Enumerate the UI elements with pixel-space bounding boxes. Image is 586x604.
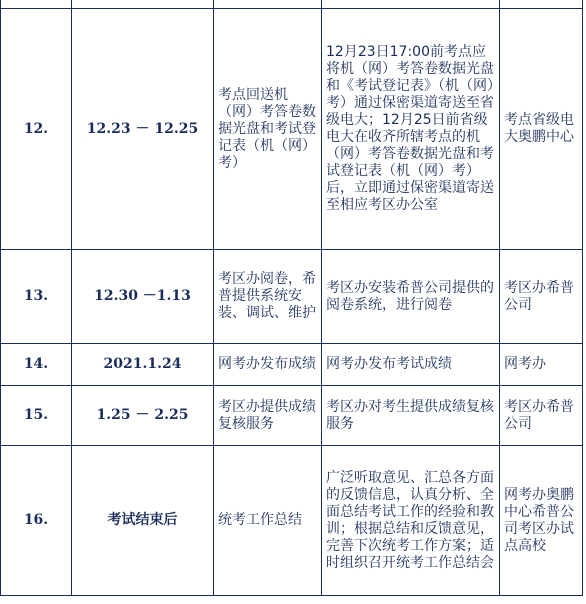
row-owner: 网考办 (500, 344, 583, 386)
row-owner: 考区办希普公司 (500, 386, 583, 446)
row-number: 16. (1, 446, 72, 596)
row-number: 14. (1, 344, 72, 386)
table-row (1, 446, 583, 596)
row-task: 考区办提供成绩复核服务 (214, 386, 322, 446)
row-task (214, 0, 322, 9)
row-date: 12.30 －1.13 (72, 250, 214, 344)
table-row (1, 250, 583, 344)
row-content (322, 0, 500, 9)
row-date: 1.25 － 2.25 (72, 386, 214, 446)
row-date (72, 0, 214, 9)
row-number: 15. (1, 386, 72, 446)
row-owner (500, 0, 583, 9)
row-number: 13. (1, 250, 72, 344)
table-row (1, 344, 583, 386)
row-task: 考区办阅卷，希普提供系统安装、调试、维护 (214, 250, 322, 344)
row-task: 网考办发布成绩 (214, 344, 322, 386)
row-task: 考点回送机（网）考答卷数据光盘和考试登记表（机（网）考） (214, 9, 322, 250)
row-date: 考试结束后 (72, 446, 214, 596)
table-row (1, 9, 583, 250)
row-number (1, 0, 72, 9)
row-owner: 考点省级电大奥鹏中心 (500, 9, 583, 250)
row-content: 12月23日17:00前考点应将机（网）考答卷数据光盘和《考试登记表》（机（网）考）通过保密渠道寄送至省级电大；12月25日前省级电大在收齐所辖考点的机（网）考答卷数据光盘和考试登记表（机（网）考）后，立即通过保密渠道寄送至相应考区办公室 (322, 9, 500, 250)
row-content: 广泛听取意见、汇总各方面的反馈信息，认真分析、全面总结考试工作的经验和教训；根据总结和反馈意见，完善下次统考工作方案；适时组织召开统考工作总结会 (322, 446, 500, 596)
table-row (1, 386, 583, 446)
row-number: 12. (1, 9, 72, 250)
row-owner: 考区办希普公司 (500, 250, 583, 344)
row-task: 统考工作总结 (214, 446, 322, 596)
row-owner: 网考办奥鹏中心希普公司考区办试点高校 (500, 446, 583, 596)
row-content: 考区办安装希普公司提供的阅卷系统，进行阅卷 (322, 250, 500, 344)
row-date: 2021.1.24 (72, 344, 214, 386)
row-date: 12.23 － 12.25 (72, 9, 214, 250)
row-content: 考区办对考生提供成绩复核服务 (322, 386, 500, 446)
row-content: 网考办发布考试成绩 (322, 344, 500, 386)
table-row (1, 0, 583, 9)
